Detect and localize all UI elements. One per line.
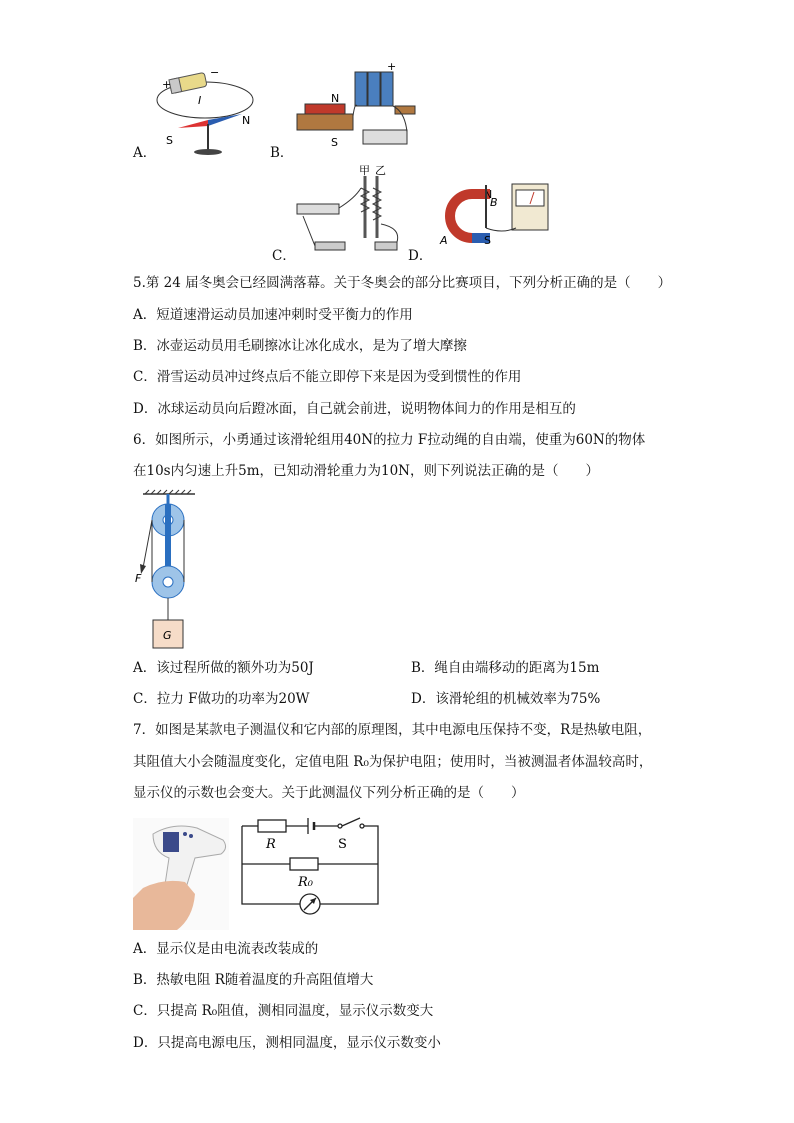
q7-r-label: R bbox=[266, 837, 276, 852]
q4d-north-label: N bbox=[484, 188, 493, 201]
q7-r0-label: R₀ bbox=[298, 875, 313, 890]
q4-figure-a bbox=[150, 66, 260, 160]
q7-option-a[interactable]: A．显示仪是由电流表改装成的 bbox=[133, 941, 319, 957]
q6-force-label: F bbox=[135, 572, 142, 585]
q4d-south-label: S bbox=[484, 234, 491, 247]
q4-option-b-label: B． bbox=[270, 145, 294, 161]
q4a-current-label: I bbox=[198, 94, 202, 107]
q4c-yi-label: 乙 bbox=[375, 164, 386, 177]
q4b-south-label: S bbox=[331, 136, 338, 149]
q5-stem: 5.第 24 届冬奥会已经圆满落幕。关于冬奥会的部分比赛项目，下列分析正确的是（ ） bbox=[133, 275, 672, 291]
q6-option-b[interactable]: B．绳自由端移动的距离为15m bbox=[411, 660, 600, 676]
q4-option-d-label: D． bbox=[408, 248, 433, 264]
q4-figure-d bbox=[432, 180, 552, 260]
q5-option-a[interactable]: A．短道速滑运动员加速冲刺时受平衡力的作用 bbox=[133, 307, 413, 323]
q5-option-b[interactable]: B．冰壶运动员用毛刷擦冰让冰化成水，是为了增大摩擦 bbox=[133, 338, 467, 354]
q4d-b-label: B bbox=[490, 196, 498, 209]
q6-stem-line2: 在10s内匀速上升5m，已知动滑轮重力为10N，则下列说法正确的是（ ） bbox=[133, 463, 599, 479]
q4a-minus-label: − bbox=[210, 66, 220, 79]
q7-option-d[interactable]: D．只提高电源电压，测相同温度，显示仪示数变小 bbox=[133, 1035, 441, 1051]
q5-option-d[interactable]: D．冰球运动员向后蹬冰面，自己就会前进，说明物体间力的作用是相互的 bbox=[133, 401, 576, 417]
q4b-plus-label: + bbox=[387, 60, 397, 73]
q6-pulley-figure bbox=[135, 490, 205, 650]
q7-stem-line3: 显示仪的示数也会变大。关于此测温仪下列分析正确的是（ ） bbox=[133, 785, 525, 801]
q7-option-c[interactable]: C．只提高 R₀阻值，测相同温度，显示仪示数变大 bbox=[133, 1003, 434, 1019]
q4a-north-label: N bbox=[242, 114, 251, 127]
q7-circuit-diagram bbox=[238, 818, 383, 923]
q4d-a-label: A bbox=[440, 234, 448, 247]
q6-stem-line1: 6．如图所示，小勇通过该滑轮组用40N的拉力 F拉动绳的自由端，使重为60N的物体 bbox=[133, 432, 646, 448]
q4-option-c-label: C． bbox=[272, 248, 296, 264]
q6-option-c[interactable]: C．拉力 F做功的功率为20W bbox=[133, 691, 310, 707]
q4a-south-label: S bbox=[166, 134, 173, 147]
q7-stem-line1: 7．如图是某款电子测温仪和它内部的原理图，其中电源电压保持不变，R是热敏电阻， bbox=[133, 722, 652, 738]
q6-option-d[interactable]: D．该滑轮组的机械效率为75% bbox=[411, 691, 601, 707]
q7-thermometer-photo bbox=[133, 818, 229, 930]
q6-weight-label: G bbox=[163, 629, 172, 642]
q7-s-label: S bbox=[338, 837, 347, 852]
q7-option-b[interactable]: B．热敏电阻 R随着温度的升高阻值增大 bbox=[133, 972, 374, 988]
q5-option-c[interactable]: C．滑雪运动员冲过终点后不能立即停下来是因为受到惯性的作用 bbox=[133, 369, 522, 385]
q4-option-a-label: A． bbox=[133, 145, 157, 161]
q4a-plus-label: + bbox=[162, 78, 172, 91]
q4c-jia-label: 甲 bbox=[359, 164, 370, 177]
q4-figure-b bbox=[295, 62, 425, 162]
q7-stem-line2: 其阻值大小会随温度变化，定值电阻 R₀为保护电阻；使用时，当被测温者体温较高时， bbox=[133, 754, 653, 770]
q4b-north-label: N bbox=[331, 92, 340, 105]
q6-option-a[interactable]: A．该过程所做的额外功为50J bbox=[133, 660, 314, 676]
q4-figure-c bbox=[295, 164, 405, 263]
